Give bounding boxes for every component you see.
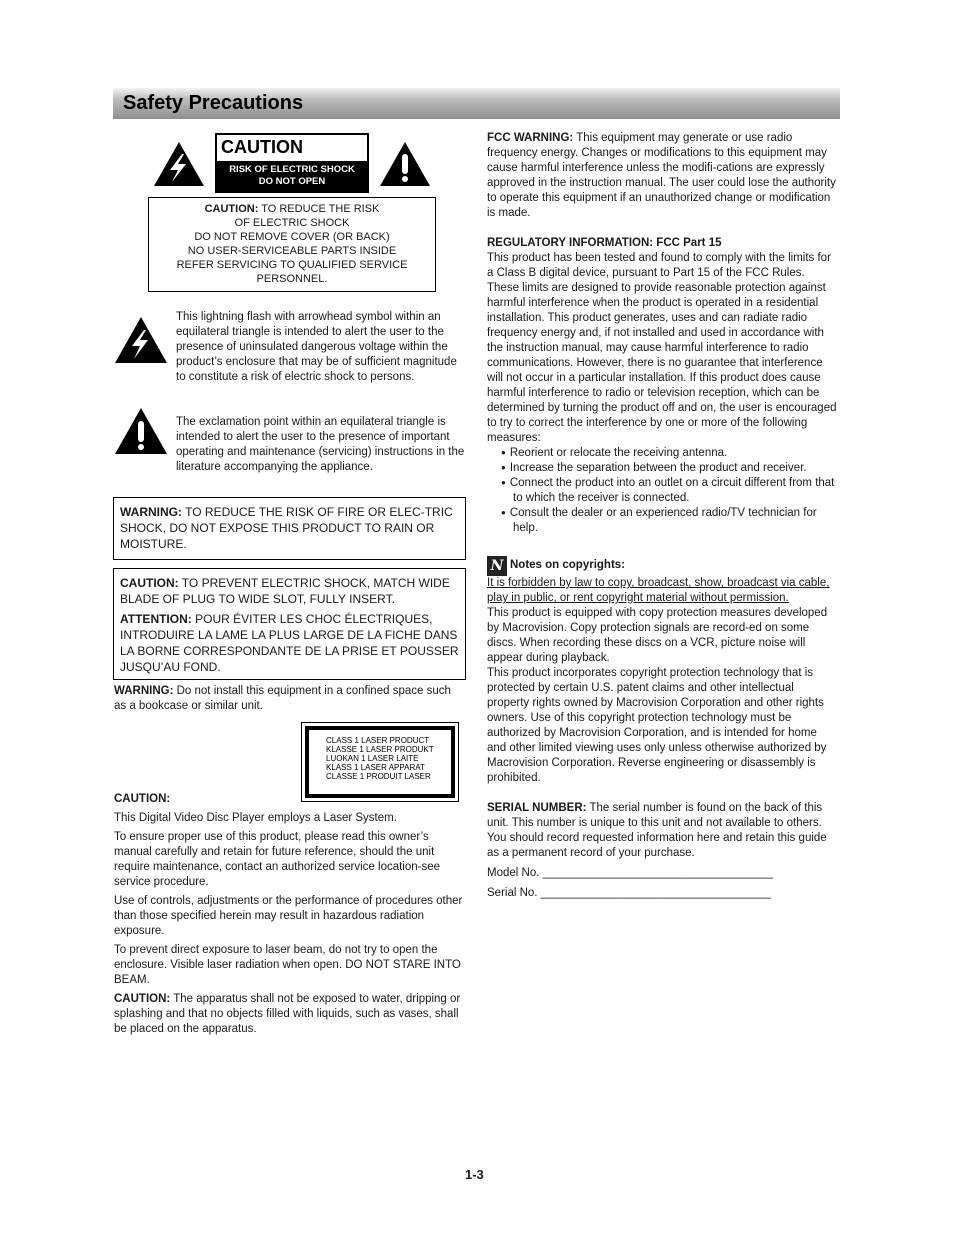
exclamation-symbol-icon — [113, 406, 169, 456]
laser-caution-p4: To prevent direct exposure to laser beam, do not try to open the enclosure. Visible laser radiation when open. DO NOT STARE INTO BEAM. — [114, 944, 461, 986]
list-item: ● Increase the separation between the product and receiver. — [487, 461, 837, 476]
title-bar — [113, 88, 840, 119]
water-caution-lead: CAUTION: — [114, 993, 171, 1005]
caution-box-line4: NO USER-SERVICEABLE PARTS INSIDE — [187, 245, 397, 257]
regulatory-text: This product has been tested and found to comply with the limits for a Class B digital device, pursuant to Part 15 of the FCC Rules. These limits are designed to provide reasonable protection against harmful interference when the product is operated in a residential installation. This product generates, uses and can radiate radio frequency energy and, if not installed and used in accordance with the instruction manual, may cause harmful interference to radio communications. However, there is no guarantee that interference will not occur in a particular installation. If this product does cause harmful interference to radio or television reception, which can be determined by turning the product off and on, the user is encouraged to try to correct the interference by one or more of the following measures: — [487, 252, 837, 444]
plug-caution-box — [113, 568, 466, 680]
page-number: 1-3 — [465, 1167, 484, 1182]
caution-box-line5: REFER SERVICING TO QUALIFIED SERVICE — [176, 259, 408, 271]
moisture-warning-box — [113, 497, 466, 560]
laser-caution-section — [114, 792, 466, 1037]
note-icon: N — [487, 556, 507, 576]
plug-caution-lead: CAUTION: — [120, 576, 179, 590]
copyright-underlined-text: It is forbidden by law to copy, broadcast, show, broadcast via cable, play in public, or rent copyright material without permission. — [487, 577, 830, 604]
laser-label-line: KLASSE 1 LASER PRODUKT — [326, 745, 434, 754]
lightning-symbol-text: This lightning flash with arrowhead symbol within an equilateral triangle is intended to alert the user to the presence of uninsulated dangerous voltage within the product’s enclosure that may be of sufficient magnitude to constitute a risk of electric shock to persons. — [176, 311, 457, 383]
interference-measures-list — [487, 446, 837, 536]
list-item: ● Consult the dealer or an experienced radio/TV technician for help. — [487, 506, 837, 536]
regulatory-heading: REGULATORY INFORMATION: FCC Part 15 — [487, 237, 722, 249]
laser-caution-p2: To ensure proper use of this product, please read this owner’s manual carefully and retain for future reference, should the unit require maintenance, contact an authorized service location-see service procedure. — [114, 831, 441, 888]
fcc-warning-text: This equipment may generate or use radio frequency energy. Changes or modifications to this equipment may cause harmful interference unless the modifi-cations are expressly approved in the instruction manual. The user could lose the authority to operate this equipment if an unauthorized change or modification is made. — [487, 132, 836, 219]
plug-caution-text: TO PREVENT ELECTRIC SHOCK, MATCH WIDE BLADE OF PLUG TO WIDE SLOT, FULLY INSERT. — [120, 576, 450, 606]
fcc-warning-lead: FCC WARNING: — [487, 132, 574, 144]
copyright-p2: This product incorporates copyright protection technology that is protected by certain U.S. patent claims and other intellectual property rights owned by Macrovision Corporation and other rights owners. Use of this copyright protection technology must be authorized by Macrovision Corporation, and is intended for home and other limited viewing uses only unless otherwise authorized by Macrovision Corporation. Reverse engineering or disassembly is prohibited. — [487, 667, 827, 784]
serial-number-text: The serial number is found on the back of this unit. This number is unique to this unit and not available to others. You should record requested information here and retain this guide as a permanent record of your purchase. — [487, 802, 827, 859]
caution-box-line6: PERSONNEL. — [256, 273, 328, 285]
install-warning-lead: WARNING: — [114, 685, 174, 697]
copyright-heading: Notes on copyrights: — [510, 559, 626, 571]
lightning-symbol-icon — [113, 315, 169, 365]
laser-label-line: CLASSE 1 PRODUIT LASER — [326, 772, 431, 781]
caution-label-line2: DO NOT OPEN — [258, 176, 326, 187]
list-item: ● Connect the product into an outlet on a circuit different from that to which the receiver is connected. — [487, 476, 837, 506]
laser-label-line: KLASS 1 LASER APPARAT — [326, 763, 425, 772]
water-caution-text: The apparatus shall not be exposed to water, dripping or splashing and that no objects filled with liquids, such as vases, shall be placed on the apparatus. — [114, 993, 461, 1035]
laser-caution-p3: Use of controls, adjustments or the performance of procedures other than those specified herein may result in hazardous radiation exposure. — [114, 895, 463, 937]
page-title: Safety Precautions — [123, 92, 304, 114]
lightning-warning-icon — [152, 140, 206, 188]
caution-label-heading: CAUTION — [221, 137, 303, 157]
laser-class-label — [301, 722, 459, 802]
exclamation-warning-icon — [378, 140, 432, 188]
fcc-warning — [487, 131, 837, 221]
install-warning-text: Do not install this equipment in a confined space such as a bookcase or similar unit. — [114, 685, 451, 712]
laser-caution-heading: CAUTION: — [114, 793, 171, 805]
caution-box-line1: TO REDUCE THE RISK — [261, 203, 380, 215]
moisture-warning-text: TO REDUCE THE RISK OF FIRE OR ELEC-TRIC SHOCK, DO NOT EXPOSE THIS PRODUCT TO RAIN OR MOISTURE. — [120, 505, 453, 551]
caution-label-line1: RISK OF ELECTRIC SHOCK — [229, 164, 355, 175]
moisture-warning-lead: WARNING: — [120, 505, 182, 519]
serial-number-field: Serial No. ____________________________________ — [487, 887, 771, 899]
install-warning — [114, 684, 466, 714]
laser-label-line: CLASS 1 LASER PRODUCT — [326, 736, 430, 745]
caution-box-line2: OF ELECTRIC SHOCK — [234, 217, 350, 229]
caution-label — [215, 133, 369, 193]
plug-attention-text: POUR ÉVITER LES CHOC ÉLECTRIQUES, INTRODUIRE LA LAME LA PLUS LARGE DE LA FICHE DANS LA BORNE CORRESPONDANTE DE LA PRISE ET POUSSER JUSQU’AU FOND. — [120, 612, 459, 674]
model-number-field: Model No. ____________________________________ — [487, 867, 773, 879]
serial-number-lead: SERIAL NUMBER: — [487, 802, 587, 814]
laser-label-line: LUOKAN 1 LASER LAITE — [326, 754, 419, 763]
caution-box-lead: CAUTION: — [204, 203, 259, 215]
copyright-p1: This product is equipped with copy protection measures developed by Macrovision. Copy protection signals are record-ed on some discs. When recording these discs on a VCR, picture noise will appear during playback. — [487, 607, 828, 664]
plug-attention-lead: ATTENTION: — [120, 612, 192, 626]
caution-box — [148, 197, 436, 292]
list-item: ● Reorient or relocate the receiving antenna. — [487, 446, 837, 461]
caution-label-subtext — [217, 161, 367, 191]
exclamation-symbol-text: The exclamation point within an equilateral triangle is intended to alert the user to the presence of important operating and maintenance (servicing) instructions in the literature accompanying the appliance. — [176, 416, 465, 473]
right-column — [487, 131, 837, 901]
caution-box-line3: DO NOT REMOVE COVER (OR BACK) — [194, 231, 390, 243]
laser-caution-p1: This Digital Video Disc Player employs a Laser System. — [114, 812, 397, 824]
